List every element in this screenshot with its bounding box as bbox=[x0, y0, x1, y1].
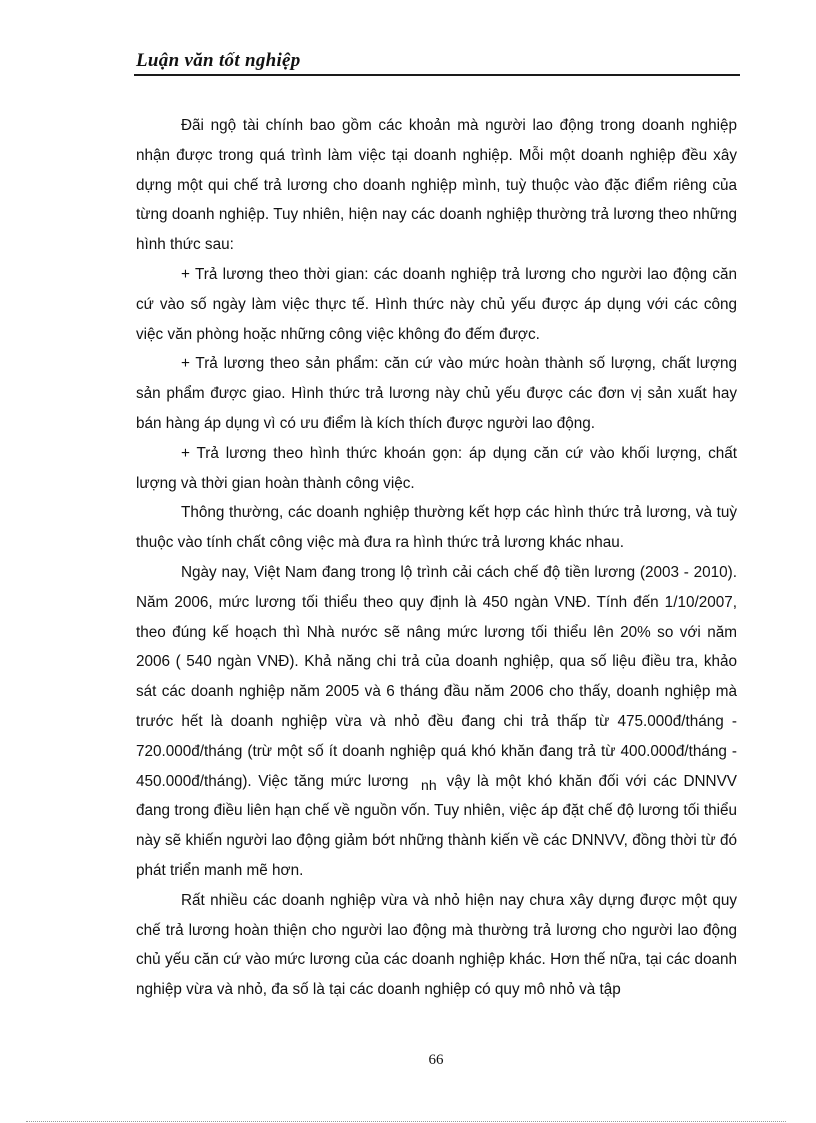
paragraph-1: Đãi ngộ tài chính bao gồm các khoản mà người lao động trong doanh nghiệp nhận được trong quá trình làm việc tại doanh nghiệp. Mỗi một doanh nghiệp đều xây dựng một qui chế trả lương cho doanh nghiệp mình, tuỳ thuộc vào đặc điểm riêng của từng doanh nghiệp. Tuy nhiên, hiện nay các doanh nghiệp thường trả lương theo những hình thức sau: bbox=[136, 117, 737, 254]
paragraph-6-part-2: vậy là một khó khăn đối với các DNNVV đang trong điều liên hạn chế về nguồn vốn. Tuy nhiên, việc áp đặt chế độ lương tối thiểu này sẽ khiến người lao động giảm bớt những thành kiến về các DNNVV, đồng thời từ đó phát triển manh mẽ hơn. bbox=[136, 772, 737, 879]
body-text bbox=[136, 111, 737, 1005]
stray-fragment-nh: nh bbox=[421, 776, 437, 793]
paragraph-5: Thông thường, các doanh nghiệp thường kết hợp các hình thức trả lương, và tuỳ thuộc vào tính chất công việc mà đưa ra hình thức trả lương khác nhau. bbox=[136, 504, 737, 552]
paragraph-6-part-1: Ngày nay, Việt Nam đang trong lộ trình cải cách chế độ tiền lương (2003 - 2010). Năm 2006, mức lương tối thiểu theo quy định là 450 ngàn VNĐ. Tính đến 1/10/2007, theo đúng kế hoạch thì Nhà nước sẽ nâng mức lương tối thiểu lên 20% so với năm 2006 ( 540 ngàn VNĐ). Khả năng chi trả của doanh nghiệp, qua số liệu điều tra, khảo sát các doanh nghiệp năm 2005 và 6 tháng đầu năm 2006 cho thấy, doanh nghiệp mà trước hết là doanh nghiệp vừa và nhỏ đều đang chi trả thấp từ 475.000đ/tháng - 720.000đ/tháng (trừ một số ít doanh nghiệp quá khó khăn đang trả từ 400.000đ/tháng - 450.000đ/tháng). Việc tăng mức lương bbox=[136, 563, 737, 790]
paragraph-2: + Trả lương theo thời gian: các doanh nghiệp trả lương cho người lao động căn cứ vào số ngày làm việc thực tế. Hình thức này chủ yếu được áp dụng với các công việc văn phòng hoặc những công việc không đo đếm được. bbox=[136, 265, 737, 343]
paragraph-3: + Trả lương theo sản phẩm: căn cứ vào mức hoàn thành số lượng, chất lượng sản phẩm được giao. Hình thức trả lương này chủ yếu được các đơn vị sản xuất hay bán hàng áp dụng vì có ưu điểm là kích thích được người lao động. bbox=[136, 355, 737, 432]
paragraph-6 bbox=[136, 558, 737, 886]
header-rule bbox=[134, 74, 740, 76]
running-header-title: Luận văn tốt nghiệp bbox=[136, 50, 301, 71]
paragraph-4: + Trả lương theo hình thức khoán gọn: áp dụng căn cứ vào khối lượng, chất lượng và thời gian hoàn thành công việc. bbox=[136, 444, 737, 492]
page-number: 66 bbox=[428, 1052, 444, 1068]
paragraph-7: Rất nhiều các doanh nghiệp vừa và nhỏ hiện nay chưa xây dựng được một quy chế trả lương hoàn thiện cho người lao động mà thường trả lương cho người lao động chủ yếu căn cứ vào mức lương của các doanh nghiệp khác. Hơn thế nữa, tại các doanh nghiệp vừa và nhỏ, đa số là tại các doanh nghiệp có quy mô nhỏ và tập bbox=[136, 891, 737, 999]
page-bottom-dotted-rule bbox=[26, 1121, 786, 1122]
